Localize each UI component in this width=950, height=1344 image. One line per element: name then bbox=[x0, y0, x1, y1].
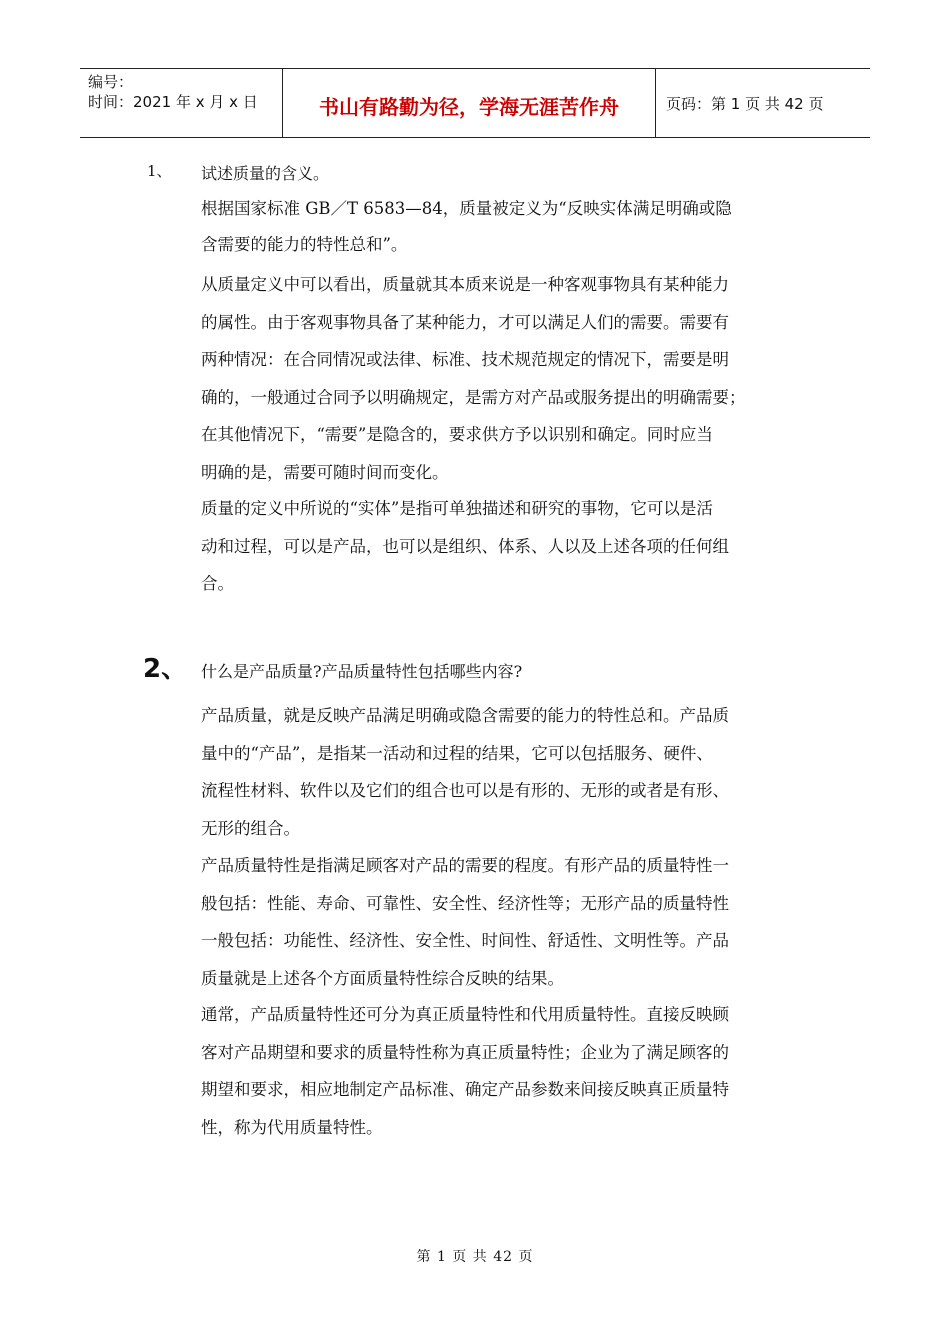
header-meta-cell bbox=[80, 69, 283, 137]
section-1-paragraph: 从质量定义中可以看出，质量就其本质来说是一种客观事物具有某种能力 的属性。由于客观事物具备了某种能力，才可以满足人们的需要。需要有 两种情况：在合同情况或法律、标准、技术规范规定的情况下，需要是明 确的，一般通过合同予以明确规定，是需方对产品或服务提出的明确需要； 在其他情况下，“需要”是隐含的，要求供方予以识别和确定。同时应当 明确的是，需要可随时间而变化。 bbox=[201, 275, 746, 482]
section-1-number: 1、 bbox=[147, 162, 172, 180]
section-1-paragraph: 质量的定义中所说的“实体”是指可单独描述和研究的事物，它可以是活 动和过程，可以是产品，也可以是组织、体系、人以及上述各项的任何组 合。 bbox=[201, 499, 729, 593]
section-1-question: 试述质量的含义。 bbox=[201, 164, 330, 183]
section-2-paragraph: 产品质量特性是指满足顾客对产品的需要的程度。有形产品的质量特性一 般包括：性能、寿命、可靠性、安全性、经济性等；无形产品的质量特性 一般包括：功能性、经济性、安全性、时间性、舒适性、文明性等。产品 质量就是上述各个方面质量特性综合反映的结果。 bbox=[201, 856, 729, 988]
header-page-cell bbox=[656, 69, 870, 137]
page-footer: 第 1 页 共 42 页 bbox=[416, 1249, 534, 1265]
page-header bbox=[80, 68, 870, 138]
section-2-paragraph: 产品质量，就是反映产品满足明确或隐含需要的能力的特性总和。产品质 量中的“产品”，是指某一活动和过程的结果，它可以包括服务、硬件、 流程性材料、软件以及它们的组合也可以是有形的、无形的或者是有形、 无形的组合。 bbox=[201, 706, 729, 838]
section-1-paragraph: 根据国家标准 GB／T 6583—84，质量被定义为“反映实体满足明确或隐 含需要的能力的特性总和”。 bbox=[201, 199, 732, 254]
serial-number-label: 编号： bbox=[88, 73, 134, 91]
section-2-paragraph: 通常，产品质量特性还可分为真正质量特性和代用质量特性。直接反映顾 客对产品期望和要求的质量特性称为真正质量特性；企业为了满足顾客的 期望和要求，相应地制定产品标准、确定产品参数来间接反映真正质量特 性，称为代用质量特性。 bbox=[201, 1005, 729, 1137]
section-2-question: 什么是产品质量?产品质量特性包括哪些内容? bbox=[201, 662, 523, 681]
date-label: 时间：2021 年 x 月 x 日 bbox=[88, 93, 258, 111]
page-info: 页码：第 1 页 共 42 页 bbox=[666, 95, 824, 113]
header-motto-cell bbox=[283, 69, 656, 137]
section-2-number: 2、 bbox=[143, 654, 188, 684]
motto-text: 书山有路勤为径，学海无涯苦作舟 bbox=[319, 95, 619, 119]
